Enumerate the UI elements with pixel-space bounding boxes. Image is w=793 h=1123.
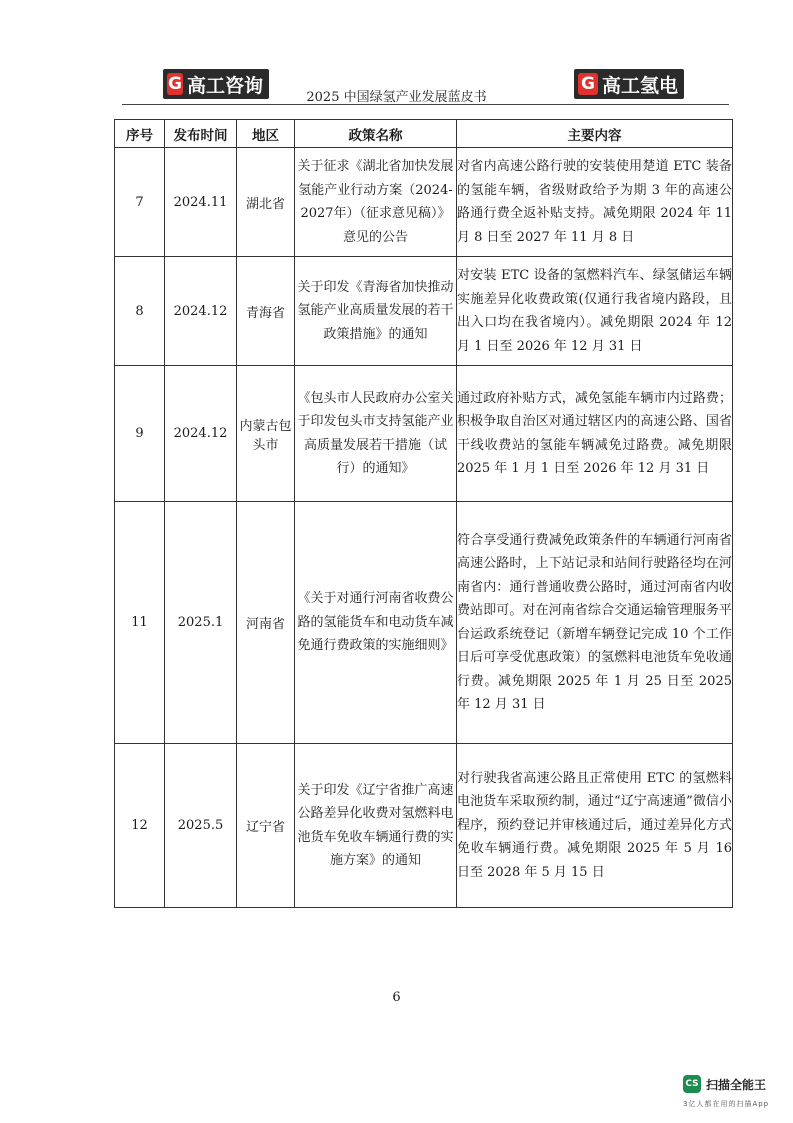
- cell-no: 8: [115, 257, 165, 366]
- column-header-content: 主要内容: [457, 120, 733, 148]
- cell-no: 12: [115, 744, 165, 908]
- logo-gaogong-hydrogen: [574, 69, 684, 99]
- cell-region: 内蒙古包头市: [237, 366, 295, 502]
- table-row: [115, 744, 733, 908]
- cell-content: 符合享受通行费减免政策条件的车辆通行河南省高速公路时，上下站记录和站间行驶路径均在河南省内：通行普通收费公路时，通过河南省内收费站即可。对在河南省综合交通运输管理服务平台运政系统登记（新增车辆登记完成 10 个工作日后可享受优惠政策）的氢燃料电池货车免收通行费。减免期限 2025 年 1 月 25 日至 2025 年 12 月 31 日: [457, 502, 733, 744]
- cell-content: 对省内高速公路行驶的安装使用楚道 ETC 装备的氢能车辆，省级财政给予为期 3 年的高速公路通行费全返补贴支持。减免期限 2024 年 11 月 8 日至 2027 年 11 月 8 日: [457, 148, 733, 257]
- header-divider: [122, 104, 729, 105]
- column-header-date: 发布时间: [165, 120, 237, 148]
- column-header-no: 序号: [115, 120, 165, 148]
- cell-content: 对安装 ETC 设备的氢燃料汽车、绿氢储运车辆实施差异化收费政策(仅通行我省境内路段，且出入口均在我省境内）。减免期限 2024 年 12 月 1 日至 2026 年 12 月 31 日: [457, 257, 733, 366]
- column-header-policy-name: 政策名称: [295, 120, 457, 148]
- logo-g-mark: G: [578, 73, 598, 95]
- table-row: [115, 502, 733, 744]
- cell-policy-name: 关于征求《湖北省加快发展氢能产业行动方案（2024-2027年）（征求意见稿）》意见的公告: [295, 148, 457, 257]
- camscanner-watermark: [683, 1075, 766, 1093]
- cell-region: 青海省: [237, 257, 295, 366]
- cell-policy-name: 关于印发《青海省加快推动氢能产业高质量发展的若干政策措施》的通知: [295, 257, 457, 366]
- cell-date: 2024.12: [165, 257, 237, 366]
- camscanner-name: 扫描全能王: [706, 1077, 767, 1092]
- cell-date: 2024.12: [165, 366, 237, 502]
- cell-content: 通过政府补贴方式，减免氢能车辆市内过路费；积极争取自治区对通过辖区内的高速公路、国省干线收费站的氢能车辆减免过路费。减免期限 2025 年 1 月 1 日至 2026 年 12 月 31 日: [457, 366, 733, 502]
- cell-policy-name: 《包头市人民政府办公室关于印发包头市支持氢能产业高质量发展若干措施（试行）的通知》: [295, 366, 457, 502]
- table-row: [115, 257, 733, 366]
- cell-content: 对行驶我省高速公路且正常使用 ETC 的氢燃料电池货车采取预约制，通过“辽宁高速通”微信小程序，预约登记并审核通过后，通过差异化方式免收车辆通行费。减免期限 2025 年 5 月 16 日至 2028 年 5 月 15 日: [457, 744, 733, 908]
- cell-date: 2024.11: [165, 148, 237, 257]
- cell-policy-name: 《关于对通行河南省收费公路的氢能货车和电动货车减免通行费政策的实施细则》: [295, 502, 457, 744]
- cell-date: 2025.5: [165, 744, 237, 908]
- camscanner-slogan: 3亿人都在用的扫描App: [683, 1100, 770, 1108]
- page-header-title: 2025 中国绿氢产业发展蓝皮书: [306, 90, 487, 105]
- cell-region: 湖北省: [237, 148, 295, 257]
- cell-region: 辽宁省: [237, 744, 295, 908]
- page-number: 6: [392, 990, 401, 1005]
- table-row: [115, 148, 733, 257]
- column-header-region: 地区: [237, 120, 295, 148]
- cell-no: 11: [115, 502, 165, 744]
- cell-policy-name: 关于印发《辽宁省推广高速公路差异化收费对氢燃料电池货车免收车辆通行费的实施方案》的通知: [295, 744, 457, 908]
- logo-right-text: 高工氢电: [601, 74, 678, 97]
- policy-table: [114, 119, 733, 908]
- table-row: [115, 366, 733, 502]
- table-header-row: [115, 120, 733, 148]
- cell-no: 9: [115, 366, 165, 502]
- logo-left-text: 高工咨询: [186, 74, 263, 97]
- cell-no: 7: [115, 148, 165, 257]
- camscanner-logo-icon: CS: [683, 1075, 701, 1093]
- cell-region: 河南省: [237, 502, 295, 744]
- cell-date: 2025.1: [165, 502, 237, 744]
- logo-g-mark: G: [168, 74, 182, 94]
